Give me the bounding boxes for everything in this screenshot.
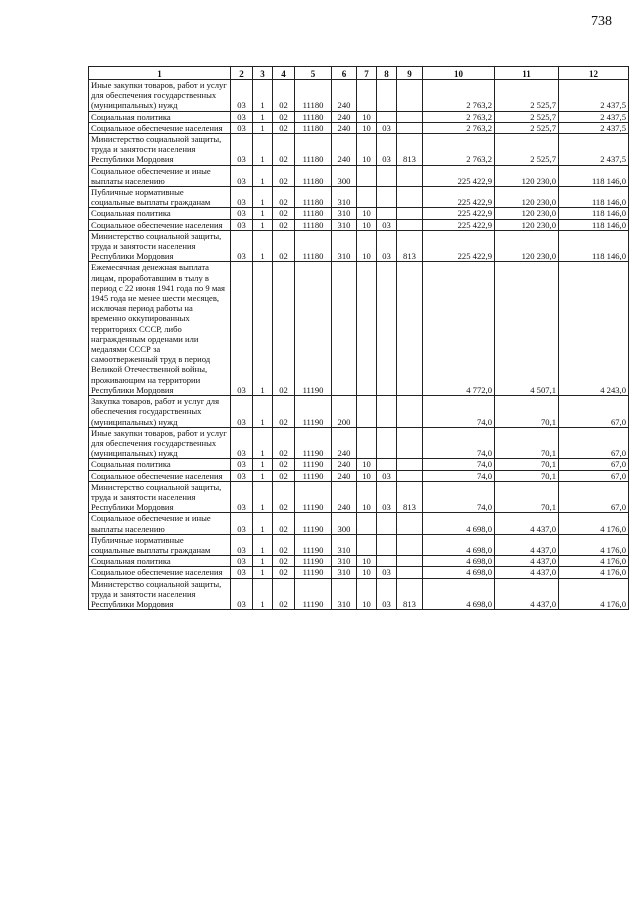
- code-cell: 02: [273, 396, 295, 428]
- code-cell: [397, 470, 423, 481]
- code-cell: 11190: [295, 470, 332, 481]
- amount-cell: 4 437,0: [495, 567, 559, 578]
- code-cell: 1: [253, 122, 273, 133]
- table-row: [89, 219, 629, 230]
- code-cell: [377, 427, 397, 459]
- amount-cell: 70,1: [495, 396, 559, 428]
- amount-cell: 67,0: [559, 396, 629, 428]
- table-row: [89, 80, 629, 112]
- code-cell: 03: [377, 134, 397, 166]
- code-cell: 240: [332, 111, 357, 122]
- code-cell: 11180: [295, 134, 332, 166]
- code-cell: [397, 187, 423, 208]
- amount-cell: 120 230,0: [495, 230, 559, 262]
- code-cell: 11190: [295, 262, 332, 396]
- code-cell: [377, 208, 397, 219]
- code-cell: 240: [332, 481, 357, 513]
- amount-cell: 2 763,2: [423, 122, 495, 133]
- code-cell: 11190: [295, 567, 332, 578]
- code-cell: 1: [253, 481, 273, 513]
- code-cell: [397, 567, 423, 578]
- code-cell: 300: [332, 165, 357, 186]
- code-cell: 310: [332, 556, 357, 567]
- code-cell: 03: [231, 534, 253, 555]
- code-cell: 240: [332, 122, 357, 133]
- code-cell: 03: [377, 470, 397, 481]
- row-name: Министерство социальной защиты, труда и занятости населения Республики Мордовия: [89, 481, 231, 513]
- amount-cell: 4 176,0: [559, 534, 629, 555]
- amount-cell: 120 230,0: [495, 165, 559, 186]
- code-cell: [357, 396, 377, 428]
- row-name: Социальная политика: [89, 556, 231, 567]
- table-row: [89, 578, 629, 610]
- table-row: [89, 111, 629, 122]
- column-header: 1: [89, 67, 231, 80]
- code-cell: 03: [231, 578, 253, 610]
- code-cell: 02: [273, 534, 295, 555]
- code-cell: [377, 165, 397, 186]
- code-cell: 03: [231, 208, 253, 219]
- row-name: Министерство социальной защиты, труда и занятости населения Республики Мордовия: [89, 578, 231, 610]
- amount-cell: 4 176,0: [559, 513, 629, 534]
- table-row: [89, 165, 629, 186]
- code-cell: 02: [273, 134, 295, 166]
- amount-cell: 2 437,5: [559, 122, 629, 133]
- amount-cell: 67,0: [559, 481, 629, 513]
- amount-cell: 70,1: [495, 427, 559, 459]
- code-cell: 1: [253, 80, 273, 112]
- code-cell: 11190: [295, 578, 332, 610]
- code-cell: 310: [332, 567, 357, 578]
- code-cell: 03: [231, 230, 253, 262]
- page-number: 738: [591, 14, 612, 29]
- column-header: 7: [357, 67, 377, 80]
- row-name: Министерство социальной защиты, труда и занятости населения Республики Мордовия: [89, 134, 231, 166]
- code-cell: 03: [231, 219, 253, 230]
- table-body: [89, 80, 629, 610]
- code-cell: 10: [357, 470, 377, 481]
- amount-cell: 70,1: [495, 459, 559, 470]
- code-cell: 11180: [295, 122, 332, 133]
- code-cell: 02: [273, 556, 295, 567]
- table-row: [89, 262, 629, 396]
- code-cell: 03: [231, 556, 253, 567]
- table-row: [89, 556, 629, 567]
- code-cell: 10: [357, 567, 377, 578]
- code-cell: [377, 513, 397, 534]
- amount-cell: 4 176,0: [559, 556, 629, 567]
- column-header: 12: [559, 67, 629, 80]
- code-cell: 03: [231, 165, 253, 186]
- code-cell: 1: [253, 219, 273, 230]
- code-cell: [377, 556, 397, 567]
- amount-cell: 4 176,0: [559, 578, 629, 610]
- code-cell: 1: [253, 459, 273, 470]
- column-header: 9: [397, 67, 423, 80]
- code-cell: 10: [357, 208, 377, 219]
- table-row: [89, 427, 629, 459]
- code-cell: 11180: [295, 219, 332, 230]
- code-cell: 03: [377, 578, 397, 610]
- code-cell: 1: [253, 208, 273, 219]
- amount-cell: 225 422,9: [423, 219, 495, 230]
- amount-cell: 4 176,0: [559, 567, 629, 578]
- code-cell: [377, 459, 397, 470]
- code-cell: 11190: [295, 427, 332, 459]
- row-name: Публичные нормативные социальные выплаты гражданам: [89, 187, 231, 208]
- row-name: Социальное обеспечение и иные выплаты населению: [89, 165, 231, 186]
- code-cell: 03: [231, 262, 253, 396]
- code-cell: 1: [253, 165, 273, 186]
- code-cell: [397, 556, 423, 567]
- amount-cell: 2 763,2: [423, 80, 495, 112]
- code-cell: 10: [357, 111, 377, 122]
- code-cell: [377, 262, 397, 396]
- amount-cell: 2 525,7: [495, 134, 559, 166]
- code-cell: 10: [357, 134, 377, 166]
- code-cell: 03: [377, 122, 397, 133]
- code-cell: 11190: [295, 459, 332, 470]
- code-cell: [377, 534, 397, 555]
- code-cell: 03: [377, 481, 397, 513]
- code-cell: 02: [273, 230, 295, 262]
- code-cell: 03: [231, 80, 253, 112]
- amount-cell: 4 772,0: [423, 262, 495, 396]
- code-cell: 11180: [295, 187, 332, 208]
- code-cell: 310: [332, 219, 357, 230]
- amount-cell: 2 525,7: [495, 122, 559, 133]
- code-cell: 813: [397, 481, 423, 513]
- table-row: [89, 513, 629, 534]
- code-cell: [397, 262, 423, 396]
- amount-cell: 225 422,9: [423, 230, 495, 262]
- code-cell: 02: [273, 262, 295, 396]
- amount-cell: 2 437,5: [559, 111, 629, 122]
- code-cell: 240: [332, 427, 357, 459]
- code-cell: 02: [273, 80, 295, 112]
- code-cell: [357, 80, 377, 112]
- amount-cell: 74,0: [423, 396, 495, 428]
- amount-cell: 4 437,0: [495, 556, 559, 567]
- code-cell: 10: [357, 578, 377, 610]
- code-cell: 02: [273, 165, 295, 186]
- code-cell: 02: [273, 481, 295, 513]
- amount-cell: 4 437,0: [495, 513, 559, 534]
- amount-cell: 4 698,0: [423, 567, 495, 578]
- amount-cell: 70,1: [495, 470, 559, 481]
- row-name: Социальная политика: [89, 111, 231, 122]
- table-row: [89, 230, 629, 262]
- code-cell: 1: [253, 534, 273, 555]
- code-cell: 1: [253, 513, 273, 534]
- code-cell: [397, 165, 423, 186]
- code-cell: 03: [231, 459, 253, 470]
- code-cell: 02: [273, 187, 295, 208]
- amount-cell: 67,0: [559, 459, 629, 470]
- code-cell: 10: [357, 122, 377, 133]
- code-cell: [397, 534, 423, 555]
- amount-cell: 74,0: [423, 427, 495, 459]
- code-cell: 11190: [295, 534, 332, 555]
- table-row: [89, 481, 629, 513]
- amount-cell: 118 146,0: [559, 165, 629, 186]
- table-row: [89, 187, 629, 208]
- code-cell: 1: [253, 470, 273, 481]
- code-cell: 813: [397, 134, 423, 166]
- row-name: Иные закупки товаров, работ и услуг для обеспечения государственных (муниципальных) нужд: [89, 427, 231, 459]
- code-cell: 310: [332, 187, 357, 208]
- code-cell: 03: [231, 122, 253, 133]
- amount-cell: 118 146,0: [559, 208, 629, 219]
- code-cell: [357, 165, 377, 186]
- code-cell: [397, 208, 423, 219]
- code-cell: 03: [231, 187, 253, 208]
- amount-cell: 118 146,0: [559, 230, 629, 262]
- column-header: 8: [377, 67, 397, 80]
- code-cell: [357, 262, 377, 396]
- column-header: 3: [253, 67, 273, 80]
- code-cell: 02: [273, 578, 295, 610]
- code-cell: 240: [332, 459, 357, 470]
- amount-cell: 225 422,9: [423, 208, 495, 219]
- amount-cell: 4 507,1: [495, 262, 559, 396]
- code-cell: 02: [273, 111, 295, 122]
- column-header: 5: [295, 67, 332, 80]
- code-cell: 03: [231, 396, 253, 428]
- amount-cell: 118 146,0: [559, 187, 629, 208]
- amount-cell: 67,0: [559, 470, 629, 481]
- code-cell: [357, 427, 377, 459]
- table-row: [89, 134, 629, 166]
- amount-cell: 4 243,0: [559, 262, 629, 396]
- code-cell: 1: [253, 134, 273, 166]
- code-cell: 200: [332, 396, 357, 428]
- column-header: 4: [273, 67, 295, 80]
- table-row: [89, 122, 629, 133]
- code-cell: 03: [377, 219, 397, 230]
- code-cell: 1: [253, 567, 273, 578]
- code-cell: 11180: [295, 111, 332, 122]
- code-cell: [397, 122, 423, 133]
- table-row: [89, 470, 629, 481]
- code-cell: 03: [377, 567, 397, 578]
- amount-cell: 4 698,0: [423, 534, 495, 555]
- amount-cell: 4 437,0: [495, 534, 559, 555]
- code-cell: 03: [231, 513, 253, 534]
- code-cell: 240: [332, 80, 357, 112]
- code-cell: 310: [332, 230, 357, 262]
- code-cell: 11180: [295, 165, 332, 186]
- table-row: [89, 459, 629, 470]
- code-cell: 1: [253, 556, 273, 567]
- code-cell: 300: [332, 513, 357, 534]
- code-cell: 02: [273, 470, 295, 481]
- amount-cell: 74,0: [423, 481, 495, 513]
- code-cell: 02: [273, 427, 295, 459]
- column-header: 6: [332, 67, 357, 80]
- amount-cell: 120 230,0: [495, 219, 559, 230]
- amount-cell: 2 525,7: [495, 111, 559, 122]
- column-header: 10: [423, 67, 495, 80]
- code-cell: 310: [332, 208, 357, 219]
- code-cell: [357, 187, 377, 208]
- row-name: Ежемесячная денежная выплата лицам, проработавшим в тылу в период с 22 июня 1941 года по 9 мая 1945 года не менее шести месяцев, исключая период работы на временно оккупированных территориях СССР, либо награжденным орденами или медалями СССР за самоотверженный труд в период Великой Отечественной войны, проживающим на территории Республики Мордовия: [89, 262, 231, 396]
- code-cell: 02: [273, 567, 295, 578]
- column-header: 2: [231, 67, 253, 80]
- code-cell: [397, 219, 423, 230]
- code-cell: 11180: [295, 230, 332, 262]
- code-cell: [397, 459, 423, 470]
- table-row: [89, 396, 629, 428]
- code-cell: 03: [231, 567, 253, 578]
- row-name: Социальная политика: [89, 459, 231, 470]
- code-cell: [377, 80, 397, 112]
- code-cell: 11190: [295, 396, 332, 428]
- code-cell: [397, 427, 423, 459]
- code-cell: [397, 111, 423, 122]
- row-name: Закупка товаров, работ и услуг для обеспечения государственных (муниципальных) нужд: [89, 396, 231, 428]
- code-cell: 310: [332, 578, 357, 610]
- code-cell: 03: [231, 470, 253, 481]
- amount-cell: 118 146,0: [559, 219, 629, 230]
- code-cell: [397, 80, 423, 112]
- amount-cell: 74,0: [423, 459, 495, 470]
- code-cell: 11190: [295, 556, 332, 567]
- row-name: Социальное обеспечение населения: [89, 219, 231, 230]
- code-cell: 1: [253, 578, 273, 610]
- row-name: Социальное обеспечение населения: [89, 470, 231, 481]
- code-cell: 02: [273, 459, 295, 470]
- code-cell: 310: [332, 534, 357, 555]
- code-cell: 10: [357, 481, 377, 513]
- table-header-row: [89, 67, 629, 80]
- code-cell: 03: [231, 111, 253, 122]
- amount-cell: 2 437,5: [559, 80, 629, 112]
- code-cell: 11190: [295, 481, 332, 513]
- code-cell: 03: [377, 230, 397, 262]
- code-cell: [332, 262, 357, 396]
- amount-cell: 4 698,0: [423, 513, 495, 534]
- row-name: Социальная политика: [89, 208, 231, 219]
- code-cell: 813: [397, 230, 423, 262]
- amount-cell: 225 422,9: [423, 187, 495, 208]
- code-cell: [397, 513, 423, 534]
- amount-cell: 67,0: [559, 427, 629, 459]
- code-cell: 02: [273, 122, 295, 133]
- code-cell: 02: [273, 208, 295, 219]
- code-cell: 02: [273, 513, 295, 534]
- amount-cell: 120 230,0: [495, 208, 559, 219]
- amount-cell: 2 763,2: [423, 134, 495, 166]
- code-cell: 10: [357, 556, 377, 567]
- code-cell: 240: [332, 134, 357, 166]
- amount-cell: 4 437,0: [495, 578, 559, 610]
- code-cell: 10: [357, 459, 377, 470]
- code-cell: 1: [253, 396, 273, 428]
- code-cell: 240: [332, 470, 357, 481]
- row-name: Иные закупки товаров, работ и услуг для обеспечения государственных (муниципальных) нужд: [89, 80, 231, 112]
- code-cell: 1: [253, 187, 273, 208]
- table-row: [89, 567, 629, 578]
- code-cell: 1: [253, 230, 273, 262]
- table-row: [89, 534, 629, 555]
- code-cell: 10: [357, 219, 377, 230]
- code-cell: 11180: [295, 208, 332, 219]
- code-cell: 813: [397, 578, 423, 610]
- code-cell: 03: [231, 427, 253, 459]
- amount-cell: 120 230,0: [495, 187, 559, 208]
- row-name: Министерство социальной защиты, труда и занятости населения Республики Мордовия: [89, 230, 231, 262]
- code-cell: 10: [357, 230, 377, 262]
- amount-cell: 4 698,0: [423, 578, 495, 610]
- code-cell: 1: [253, 427, 273, 459]
- row-name: Публичные нормативные социальные выплаты гражданам: [89, 534, 231, 555]
- code-cell: 1: [253, 262, 273, 396]
- code-cell: [377, 187, 397, 208]
- code-cell: [357, 534, 377, 555]
- amount-cell: 2 437,5: [559, 134, 629, 166]
- code-cell: 03: [231, 134, 253, 166]
- code-cell: 1: [253, 111, 273, 122]
- amount-cell: 2 525,7: [495, 80, 559, 112]
- code-cell: 03: [231, 481, 253, 513]
- budget-table: [88, 66, 629, 610]
- code-cell: [357, 513, 377, 534]
- row-name: Социальное обеспечение и иные выплаты населению: [89, 513, 231, 534]
- row-name: Социальное обеспечение населения: [89, 122, 231, 133]
- code-cell: 11190: [295, 513, 332, 534]
- amount-cell: 74,0: [423, 470, 495, 481]
- code-cell: [377, 396, 397, 428]
- row-name: Социальное обеспечение населения: [89, 567, 231, 578]
- code-cell: 02: [273, 219, 295, 230]
- amount-cell: 225 422,9: [423, 165, 495, 186]
- table-row: [89, 208, 629, 219]
- amount-cell: 4 698,0: [423, 556, 495, 567]
- code-cell: [377, 111, 397, 122]
- code-cell: 11180: [295, 80, 332, 112]
- amount-cell: 2 763,2: [423, 111, 495, 122]
- amount-cell: 70,1: [495, 481, 559, 513]
- code-cell: [397, 396, 423, 428]
- column-header: 11: [495, 67, 559, 80]
